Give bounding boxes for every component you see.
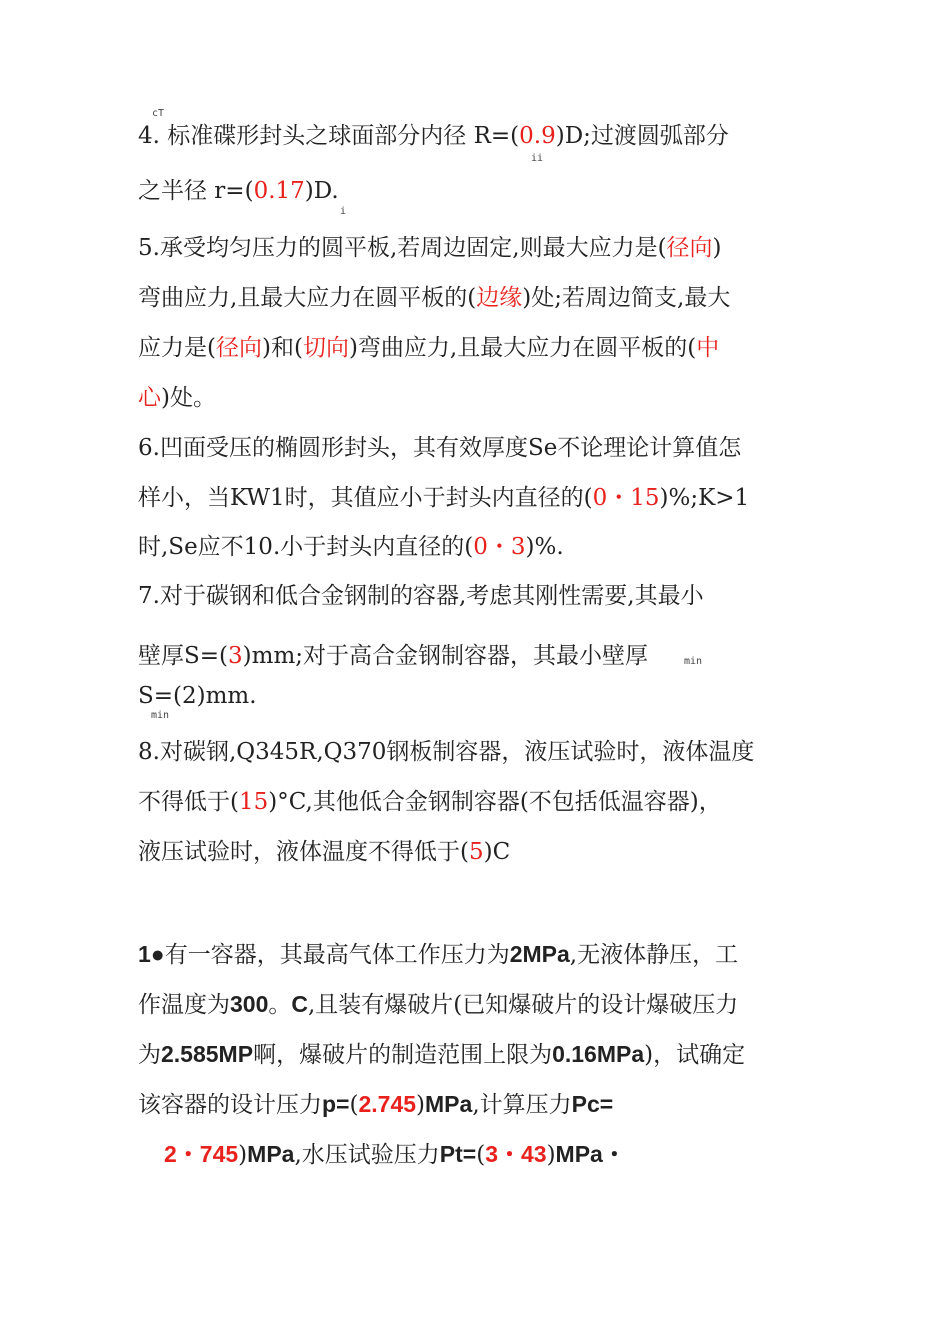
p1-value: Pt=	[439, 1141, 477, 1167]
p1-value: 300	[230, 991, 269, 1017]
q8-text: )°C,其他低合金钢制容器(不包括低温容器)，	[268, 789, 722, 815]
q4-line-1	[138, 120, 729, 152]
q6-line-3	[138, 531, 564, 563]
p1-text: )	[238, 1142, 248, 1168]
q5-text: )和(	[261, 335, 303, 361]
q5-answer-4: 切向	[302, 335, 349, 361]
q8-text: 不得低于(	[138, 789, 239, 815]
q4-text: )D.	[304, 178, 339, 204]
q5-text: )处。	[161, 385, 216, 411]
q6-text: )%.	[525, 534, 564, 560]
p1-text: 有一容器，其最高气体工作压力为	[164, 942, 510, 968]
q5-answer-5b: 心	[138, 385, 161, 411]
q5-text: )	[712, 235, 722, 261]
p1-line-1	[138, 938, 738, 971]
q4-text: )D;过渡圆弧部分	[555, 123, 729, 149]
p1-text: 该容器的设计压力	[138, 1092, 322, 1118]
q6-line-1: 6.凹面受压的椭圆形封头，其有效厚度Se不论理论计算值怎	[138, 435, 742, 461]
q7-line-1: 7.对于碳钢和低合金钢制的容器,考虑其刚性需要,其最小	[138, 583, 704, 609]
q8-line-1: 8.对碳钢,Q345R,Q370钢板制容器，液压试验时，液体温度	[138, 739, 755, 765]
q5-answer-1: 径向	[666, 235, 713, 261]
q6-text: 时,Se应不10.小于封头内直径的(	[138, 534, 474, 560]
p1-text: 作温度为	[138, 992, 230, 1018]
p1-line-3	[138, 1038, 745, 1071]
subscript-min: min	[151, 710, 170, 721]
p1-value: MPa	[425, 1091, 473, 1117]
p1-value: 2.585MP	[161, 1041, 254, 1067]
p1-value: 2MPa	[509, 941, 570, 967]
p1-text: (	[476, 1142, 486, 1168]
q8-line-2	[138, 786, 722, 818]
q7-answer-1: 3	[228, 643, 243, 669]
q8-text: )C	[483, 839, 511, 865]
q6-answer-1: 0・15	[592, 485, 660, 511]
p1-value: C	[291, 991, 308, 1017]
p1-text: )	[416, 1092, 426, 1118]
p1-number: 1●	[138, 941, 165, 967]
q5-line-3	[138, 332, 719, 364]
q8-answer-1: 15	[238, 789, 269, 815]
q5-text: )处;若周边简支,最大	[522, 285, 731, 311]
q5-text: 应力是(	[138, 335, 216, 361]
p1-answer-2: 2・745	[164, 1141, 239, 1167]
q4-answer-2: 0.17	[253, 178, 305, 204]
q7-line-2	[138, 640, 648, 672]
q5-answer-5a: 中	[696, 335, 720, 361]
q8-answer-2: 5	[468, 839, 484, 865]
p1-answer-3: 3・43	[485, 1141, 547, 1167]
q5-answer-2: 边缘	[476, 285, 523, 311]
p1-text: ,计算压力	[472, 1092, 572, 1118]
q4-line-2	[138, 175, 339, 207]
p1-text: 。	[268, 992, 292, 1018]
q5-text: 弯曲应力,且最大应力在圆平板的(	[138, 285, 477, 311]
q7-text: 壁厚S=(	[138, 643, 229, 669]
subscript-i: i	[340, 206, 347, 217]
q4-text: 之半径 r=(	[138, 178, 254, 204]
p1-text: 为	[138, 1042, 161, 1068]
q4-text: 4. 标准碟形封头之球面部分内径 R=(	[138, 123, 520, 149]
p1-line-4	[138, 1088, 613, 1121]
p1-line-2	[138, 988, 738, 1021]
p1-text: (	[349, 1092, 359, 1118]
p1-text: ,且装有爆破片(已知爆破片的设计爆破压力	[308, 992, 739, 1018]
subscript-ii: ii	[531, 153, 544, 164]
q8-text: 液压试验时，液体温度不得低于(	[138, 839, 469, 865]
p1-line-5	[164, 1138, 626, 1171]
q5-line-1	[138, 232, 722, 264]
p1-value: 0.16MPa	[552, 1041, 645, 1067]
q6-line-2	[138, 482, 749, 514]
p1-value: MPa・	[555, 1141, 626, 1167]
subscript-min: min	[684, 656, 703, 667]
q7-line-3: S=(2)mm.	[138, 683, 257, 709]
q5-line-2	[138, 282, 730, 314]
p1-answer-1: 2.745	[358, 1091, 417, 1117]
q4-answer-1: 0.9	[519, 123, 556, 149]
superscript-ct: cT	[152, 108, 165, 119]
p1-text: ,水压试验压力	[294, 1142, 440, 1168]
p1-text: 啊，爆破片的制造范围上限为	[253, 1042, 553, 1068]
p1-text: )，试确定	[644, 1042, 746, 1068]
p1-value: p=	[322, 1091, 350, 1117]
q6-answer-2: 0・3	[473, 534, 526, 560]
p1-value: MPa	[247, 1141, 295, 1167]
q7-text: )mm;对于高合金钢制容器，其最小壁厚	[242, 643, 648, 669]
p1-text: )	[546, 1142, 556, 1168]
q6-text: )%;K>1	[659, 485, 750, 511]
q8-line-3	[138, 836, 510, 868]
p1-value: Pc=	[571, 1091, 614, 1117]
q5-answer-3: 径向	[215, 335, 262, 361]
q5-text: )弯曲应力,且最大应力在圆平板的(	[348, 335, 697, 361]
p1-text: ,无液体静压，工	[569, 942, 739, 968]
q6-text: 样小，当KW1时，其值应小于封头内直径的(	[138, 485, 593, 511]
q5-line-4	[138, 382, 216, 414]
q5-text: 5.承受均匀压力的圆平板,若周边固定,则最大应力是(	[138, 235, 667, 261]
